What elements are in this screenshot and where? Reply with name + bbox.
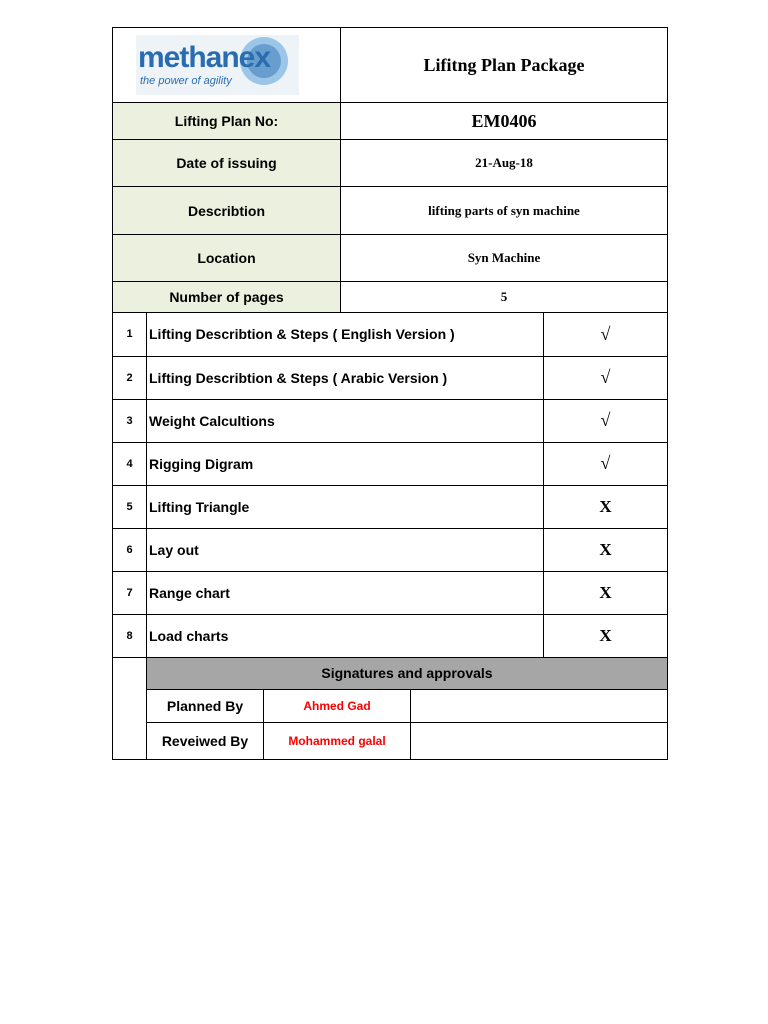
row-item: Load charts — [147, 614, 544, 657]
checklist-row — [113, 485, 668, 528]
date-label: Date of issuing — [113, 140, 341, 187]
checklist-row — [113, 528, 668, 571]
checklist-row — [113, 442, 668, 485]
logo-cell — [113, 28, 341, 103]
signature-row — [113, 690, 668, 723]
checklist-row — [113, 571, 668, 614]
planned-by-label: Planned By — [147, 690, 264, 723]
signature-row — [113, 723, 668, 760]
planned-by-signature — [411, 690, 668, 723]
row-number: 3 — [113, 399, 147, 442]
row-number: 5 — [113, 485, 147, 528]
plan-no-label: Lifting Plan No: — [113, 103, 341, 140]
checklist-table — [112, 313, 668, 658]
cross-mark-icon: X — [544, 571, 668, 614]
cross-mark-icon: X — [544, 485, 668, 528]
check-mark-icon: √ — [544, 399, 668, 442]
location-value: Syn Machine — [341, 235, 668, 282]
logo-tagline: the power of agility — [140, 75, 232, 87]
reviewed-by-signature — [411, 723, 668, 760]
location-label: Location — [113, 235, 341, 282]
reviewed-by-name: Mohammed galal — [264, 723, 411, 760]
logo-wordmark: methanex — [138, 41, 271, 74]
check-mark-icon: √ — [544, 313, 668, 356]
row-item: Lifting Describtion & Steps ( English Version ) — [147, 313, 544, 356]
cross-mark-icon: X — [544, 614, 668, 657]
row-item: Lay out — [147, 528, 544, 571]
description-label: Describtion — [113, 187, 341, 235]
header-info-table — [112, 27, 668, 313]
row-number: 8 — [113, 614, 147, 657]
row-number: 2 — [113, 356, 147, 399]
checklist-row — [113, 614, 668, 657]
cross-mark-icon: X — [544, 528, 668, 571]
checklist-row — [113, 399, 668, 442]
planned-by-name: Ahmed Gad — [264, 690, 411, 723]
signatures-table — [112, 658, 668, 761]
plan-no-value: EM0406 — [341, 103, 668, 140]
methanex-logo — [136, 35, 299, 95]
row-item: Lifting Triangle — [147, 485, 544, 528]
signatures-spacer — [113, 658, 147, 760]
checklist-row — [113, 313, 668, 356]
row-number: 1 — [113, 313, 147, 356]
row-item: Weight Calcultions — [147, 399, 544, 442]
signatures-heading: Signatures and approvals — [147, 658, 668, 690]
row-number: 6 — [113, 528, 147, 571]
lifting-plan-sheet — [112, 27, 667, 760]
reviewed-by-label: Reveiwed By — [147, 723, 264, 760]
row-item: Rigging Digram — [147, 442, 544, 485]
checklist-row — [113, 356, 668, 399]
row-number: 4 — [113, 442, 147, 485]
pages-label: Number of pages — [113, 282, 341, 313]
check-mark-icon: √ — [544, 442, 668, 485]
description-value: lifting parts of syn machine — [341, 187, 668, 235]
date-value: 21-Aug-18 — [341, 140, 668, 187]
row-item: Range chart — [147, 571, 544, 614]
row-item: Lifting Describtion & Steps ( Arabic Version ) — [147, 356, 544, 399]
document-title: Lifitng Plan Package — [341, 28, 668, 103]
row-number: 7 — [113, 571, 147, 614]
check-mark-icon: √ — [544, 356, 668, 399]
pages-value: 5 — [341, 282, 668, 313]
